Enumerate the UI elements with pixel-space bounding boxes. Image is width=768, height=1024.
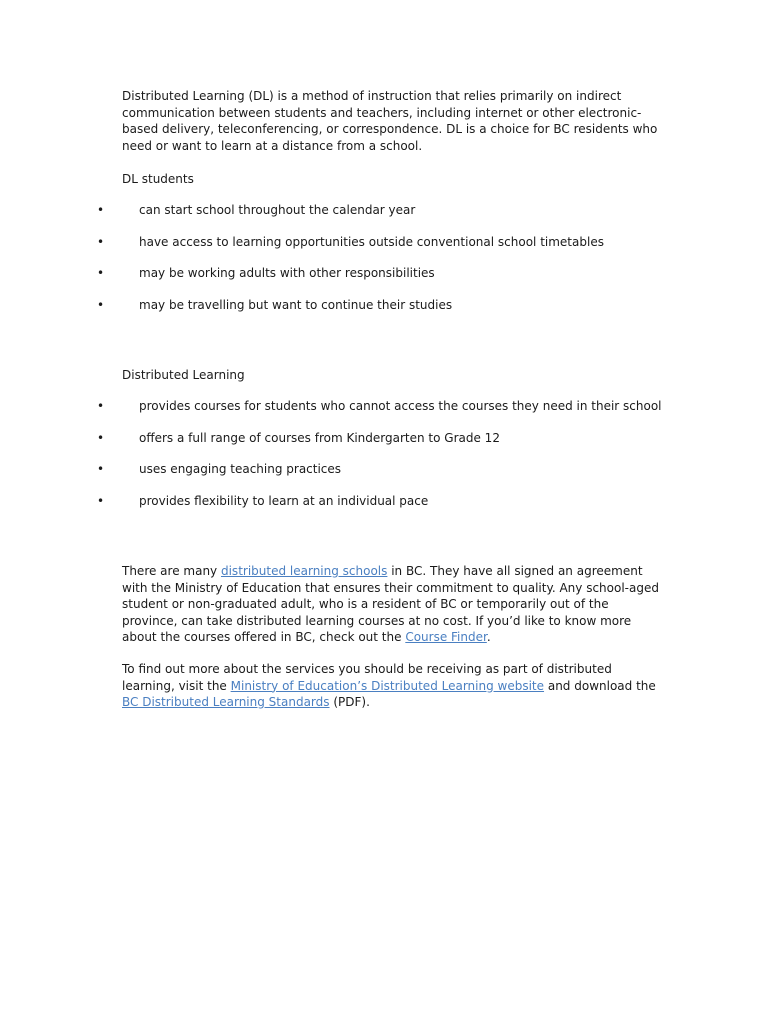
services-text-middle: and download the bbox=[544, 678, 656, 693]
list-item-text: provides flexibility to learn at an individual pace bbox=[139, 494, 429, 508]
list-item-text: can start school throughout the calendar year bbox=[139, 203, 416, 217]
schools-text-start: There are many bbox=[122, 564, 221, 578]
list-item-text: may be travelling but want to continue their studies bbox=[139, 298, 453, 312]
list-item-text: provides courses for students who cannot access the courses they need in their school bbox=[139, 399, 662, 413]
bullet-icon: • bbox=[97, 235, 105, 249]
services-text-start: To find out more about the services you should be receiving as part of distributed learning, visit the bbox=[122, 662, 612, 693]
distributed-learning-schools-link[interactable]: distributed learning schools bbox=[220, 564, 388, 578]
bullet-icon: • bbox=[97, 266, 105, 280]
list-item-text: offers a full range of courses from Kindergarten to Grade 12 bbox=[139, 431, 500, 445]
intro-paragraph: Distributed Learning (DL) is a method of instruction that relies primarily on indirect communication between students and teachers, including internet or other electronic-based delivery, teleconferencing, or correspondence. DL is a choice for BC residents who need or want to learn at a distance from a school. bbox=[122, 89, 658, 153]
list-item bbox=[0, 234, 768, 252]
list-item-text: have access to learning opportunities outside conventional school timetables bbox=[139, 235, 604, 249]
list-item-text: uses engaging teaching practices bbox=[139, 462, 342, 476]
list-item bbox=[0, 461, 768, 479]
ministry-dl-website-link[interactable]: Ministry of Education’s Distributed Learning website bbox=[230, 678, 545, 693]
list-item bbox=[0, 202, 768, 220]
list-item bbox=[0, 493, 768, 511]
list-item bbox=[0, 398, 768, 416]
course-finder-link[interactable]: Course Finder bbox=[405, 630, 487, 644]
services-text-end: (PDF). bbox=[329, 695, 370, 709]
list-item bbox=[0, 265, 768, 283]
bullet-icon: • bbox=[97, 462, 105, 476]
bullet-icon: • bbox=[97, 298, 105, 312]
bullet-icon: • bbox=[97, 431, 105, 445]
schools-text-end: . bbox=[486, 630, 491, 644]
list-item bbox=[0, 430, 768, 448]
students-heading: DL students bbox=[122, 172, 194, 186]
list-item-text: may be working adults with other responsibilities bbox=[139, 266, 435, 280]
dl-standards-link[interactable]: BC Distributed Learning Standards bbox=[122, 695, 330, 709]
bullet-icon: • bbox=[97, 399, 105, 413]
schools-text-middle: in BC. They have all signed an agreement with the Ministry of Education that ensures their commitment to quality. Any school-aged student or non-graduated adult, who is a resident of BC or temporarily out of the province, can take distributed learning courses at no cost. If you’d like to know more about the courses offered in BC, check out the bbox=[122, 564, 659, 644]
bullet-icon: • bbox=[97, 203, 105, 217]
schools-paragraph bbox=[122, 563, 662, 646]
services-paragraph bbox=[122, 661, 662, 711]
learning-heading: Distributed Learning bbox=[122, 368, 245, 382]
list-item bbox=[0, 297, 768, 315]
bullet-icon: • bbox=[97, 494, 105, 508]
